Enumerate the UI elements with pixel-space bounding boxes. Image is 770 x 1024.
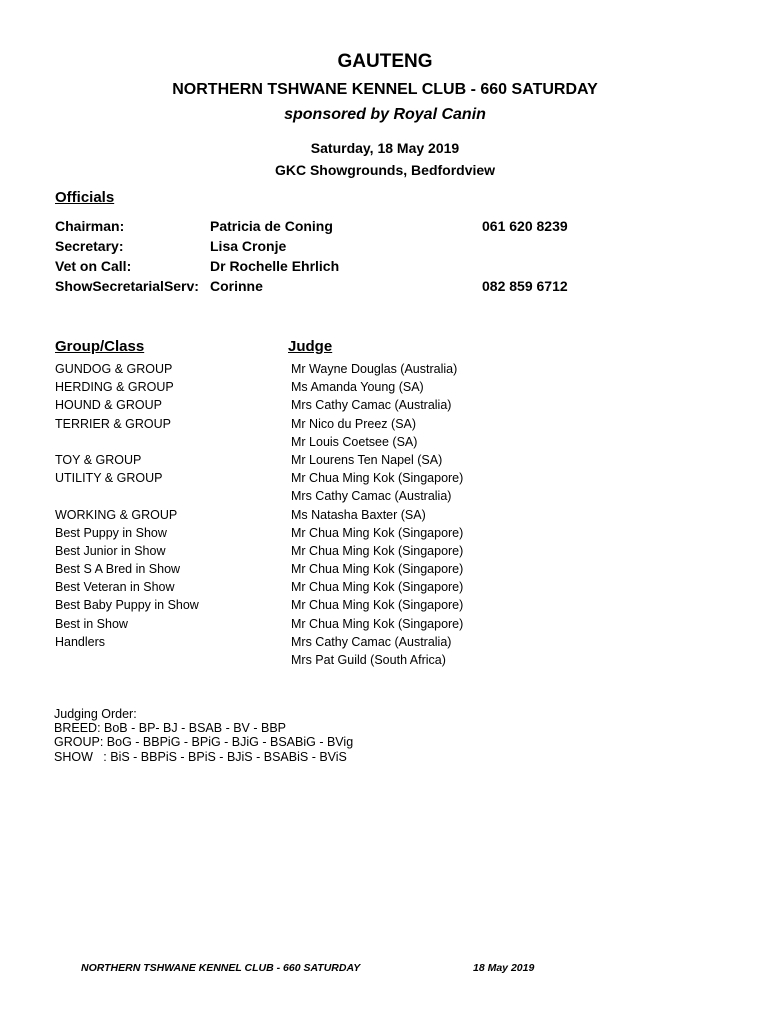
judge-cell: Ms Amanda Young (SA) — [291, 380, 424, 395]
judge-row — [0, 378, 770, 396]
judge-cell: Mr Chua Ming Kok (Singapore) — [291, 471, 464, 486]
judge-cell: Mrs Cathy Camac (Australia) — [291, 398, 452, 413]
judge-row — [0, 360, 770, 378]
judge-row — [0, 451, 770, 469]
judging-order — [54, 707, 353, 764]
footer-date: 18 May 2019 — [473, 962, 535, 974]
judge-cell: Mrs Pat Guild (South Africa) — [291, 653, 446, 667]
judge-cell: Mr Chua Ming Kok (Singapore) — [291, 580, 464, 595]
judge-cell: Mr Louis Coetsee (SA) — [291, 434, 418, 449]
judge-cell: Mr Chua Ming Kok (Singapore) — [291, 525, 464, 540]
group-class-cell: Best Baby Puppy in Show — [55, 598, 199, 613]
group-class-cell: TOY & GROUP — [55, 452, 142, 467]
official-name: Lisa Cronje — [210, 238, 287, 254]
judging-order-group: GROUP: BoG - BBPiG - BPiG - BJiG - BSABiG - BVig — [54, 735, 354, 750]
judging-order-show: SHOW : BiS - BBPiS - BPiS - BJiS - BSABiS - BViS — [54, 749, 347, 764]
judge-cell: Mr Wayne Douglas (Australia) — [291, 362, 458, 376]
group-class-cell: Best Junior in Show — [55, 543, 166, 558]
official-role: Secretary: — [55, 238, 124, 254]
region-title: GAUTENG — [337, 51, 433, 72]
judge-row — [0, 415, 770, 433]
judge-cell: Mrs Cathy Camac (Australia) — [291, 489, 452, 504]
judge-row — [0, 596, 770, 614]
show-date: Saturday, 18 May 2019 — [310, 140, 460, 156]
judge-row — [0, 469, 770, 487]
group-class-cell: Best Puppy in Show — [55, 525, 167, 540]
judge-row — [0, 542, 770, 560]
judge-cell: Mr Lourens Ten Napel (SA) — [291, 452, 443, 467]
group-class-cell: Best S A Bred in Show — [55, 562, 181, 577]
official-name: Corinne — [210, 278, 263, 294]
judging-order-breed: BREED: BoB - BP- BJ - BSAB - BV - BBP — [54, 721, 287, 736]
group-class-heading: Group/Class — [55, 338, 145, 355]
judging-order-title: Judging Order: — [54, 707, 137, 721]
judge-cell: Mr Chua Ming Kok (Singapore) — [291, 562, 464, 577]
group-class-cell: WORKING & GROUP — [55, 507, 178, 522]
show-venue: GKC Showgrounds, Bedfordview — [274, 162, 496, 178]
official-phone: 061 620 8239 — [482, 218, 568, 234]
footer-club: NORTHERN TSHWANE KENNEL CLUB - 660 SATURDAY — [81, 962, 361, 974]
group-class-cell: TERRIER & GROUP — [55, 416, 171, 431]
official-name: Patricia de Coning — [210, 218, 333, 234]
judge-row — [0, 615, 770, 633]
official-role: ShowSecretarialServ: — [55, 278, 199, 294]
official-phone: 082 859 6712 — [482, 278, 568, 294]
official-name: Dr Rochelle Ehrlich — [210, 258, 340, 274]
group-class-cell: Best Veteran in Show — [55, 580, 175, 595]
judge-cell: Mr Nico du Preez (SA) — [291, 416, 417, 431]
judge-row — [0, 506, 770, 524]
group-class-cell: HOUND & GROUP — [55, 398, 162, 413]
sponsor-line: sponsored by Royal Canin — [284, 106, 486, 123]
judge-cell: Mr Chua Ming Kok (Singapore) — [291, 543, 464, 558]
judge-cell: Mr Chua Ming Kok (Singapore) — [291, 598, 464, 613]
official-role: Vet on Call: — [55, 258, 132, 274]
judge-row — [0, 651, 770, 669]
judge-row — [0, 487, 770, 505]
group-class-cell: UTILITY & GROUP — [55, 471, 163, 486]
group-class-cell: HERDING & GROUP — [55, 380, 174, 395]
judge-cell: Mr Chua Ming Kok (Singapore) — [291, 616, 464, 631]
officials-heading: Officials — [55, 189, 115, 206]
judge-row — [0, 396, 770, 414]
group-class-cell: Best in Show — [55, 616, 128, 631]
judge-cell: Ms Natasha Baxter (SA) — [291, 507, 426, 522]
group-class-cell: GUNDOG & GROUP — [55, 362, 173, 376]
judge-row — [0, 578, 770, 596]
group-class-cell: Handlers — [55, 634, 106, 649]
judge-cell: Mrs Cathy Camac (Australia) — [291, 634, 452, 649]
official-role: Chairman: — [55, 218, 125, 234]
judge-row — [0, 633, 770, 651]
club-title: NORTHERN TSHWANE KENNEL CLUB - 660 SATURDAY — [172, 81, 598, 98]
judge-row — [0, 524, 770, 542]
judge-row — [0, 560, 770, 578]
judges-table — [0, 360, 770, 669]
judge-heading: Judge — [288, 338, 333, 355]
judge-row — [0, 433, 770, 451]
